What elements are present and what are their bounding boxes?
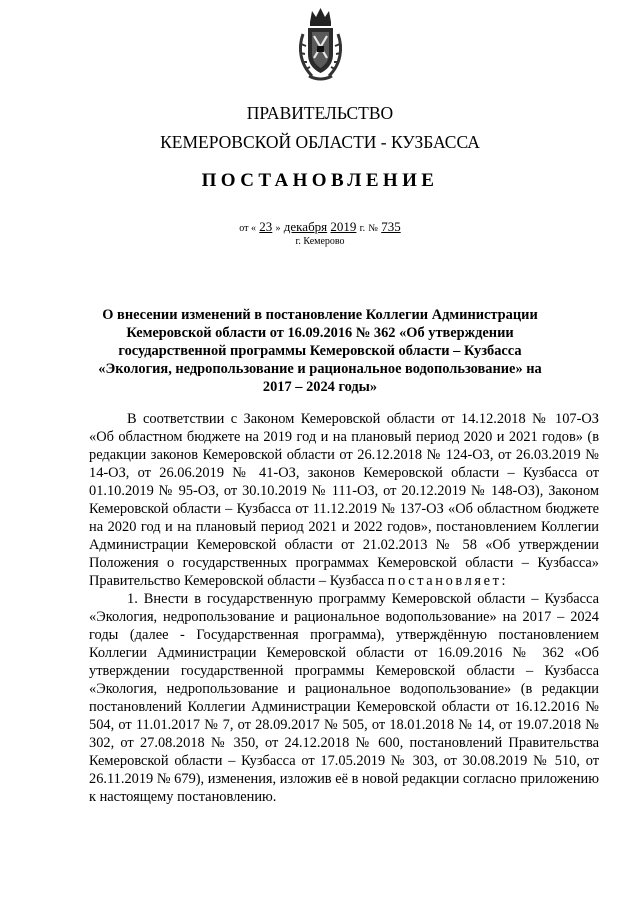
number-sign: № [368, 223, 378, 234]
document-number: 735 [381, 219, 401, 234]
paragraph-preamble [89, 410, 599, 590]
date-day: 23 [259, 219, 273, 234]
government-name-line1: ПРАВИТЕЛЬСТВО [246, 103, 394, 123]
date-mid: » [275, 223, 281, 234]
document-title: О внесении изменений в постановление Коллегии Администрации Кемеровской области от 16.09.2016 № 362 «Об утверждении государственной программы Кемеровской области – Кузбасса «Экология, недропользование и рациональное водопользование» на 2017 – 2024 годы» [98, 307, 542, 395]
coat-of-arms-icon [297, 6, 344, 84]
government-name-line2: КЕМЕРОВСКОЙ ОБЛАСТИ - КУЗБАССА [160, 132, 480, 152]
date-month: декабря [283, 219, 328, 234]
date-number-line [0, 219, 640, 237]
preamble-text: В соответствии с Законом Кемеровской области от 14.12.2018 № 107-ОЗ «Об областном бюджете на 2019 год и на плановый период 2020 и 2021 годов» (в редакции законов Кемеровской области от 26.12.2018 № 124-ОЗ, от 26.03.2019 № 14-ОЗ, от 26.06.2019 № 41-ОЗ, законов Кемеровской области – Кузбасса от 01.10.2019 № 95-ОЗ, от 30.10.2019 № 111-ОЗ, от 20.12.2019 № 148-ОЗ), Законом Кемеровской области – Кузбасса от 11.12.2019 № 137-ОЗ «Об областном бюджете на 2020 год и на плановый период 2021 и 2022 годов», постановлением Коллегии Администрации Кемеровской области от 21.02.2013 № 58 «Об утверждении Положения о государственных программах Кемеровской области – Кузбасса» Правительство Кемеровской области – Кузбасса [89, 411, 599, 589]
document-body [89, 410, 599, 806]
date-year: 2019 [330, 219, 357, 234]
resolves-word: постановляет: [387, 573, 509, 589]
date-prefix: от « [239, 223, 257, 234]
city-name: г. Кемерово [295, 236, 345, 247]
paragraph-item-1: 1. Внести в государственную программу Кемеровской области – Кузбасса «Экология, недропользование и рациональное водопользование» на 2017 – 2024 годы (далее - Государственная программа), утверждённую постановлением Коллегии Администрации Кемеровской области от 16.09.2016 № 362 «Об утверждении государственной программы Кемеровской области – Кузбасса «Экология, недропользование и рациональное водопользование» (в редакции постановлений Коллегии Администрации Кемеровской области от 16.12.2016 № 504, от 11.01.2017 № 7, от 28.09.2017 № 505, от 18.01.2018 № 14, от 19.07.2018 № 302, от 27.08.2018 № 350, от 24.12.2018 № 600, постановлений Правительства Кемеровской области – Кузбасса от 17.05.2019 № 303, от 30.08.2019 № 510, от 26.11.2019 № 679), изменения, изложив её в новой редакции согласно приложению к настоящему постановлению. [89, 591, 599, 805]
year-suffix: г. [359, 223, 366, 234]
document-type-heading: ПОСТАНОВЛЕНИЕ [201, 170, 439, 191]
